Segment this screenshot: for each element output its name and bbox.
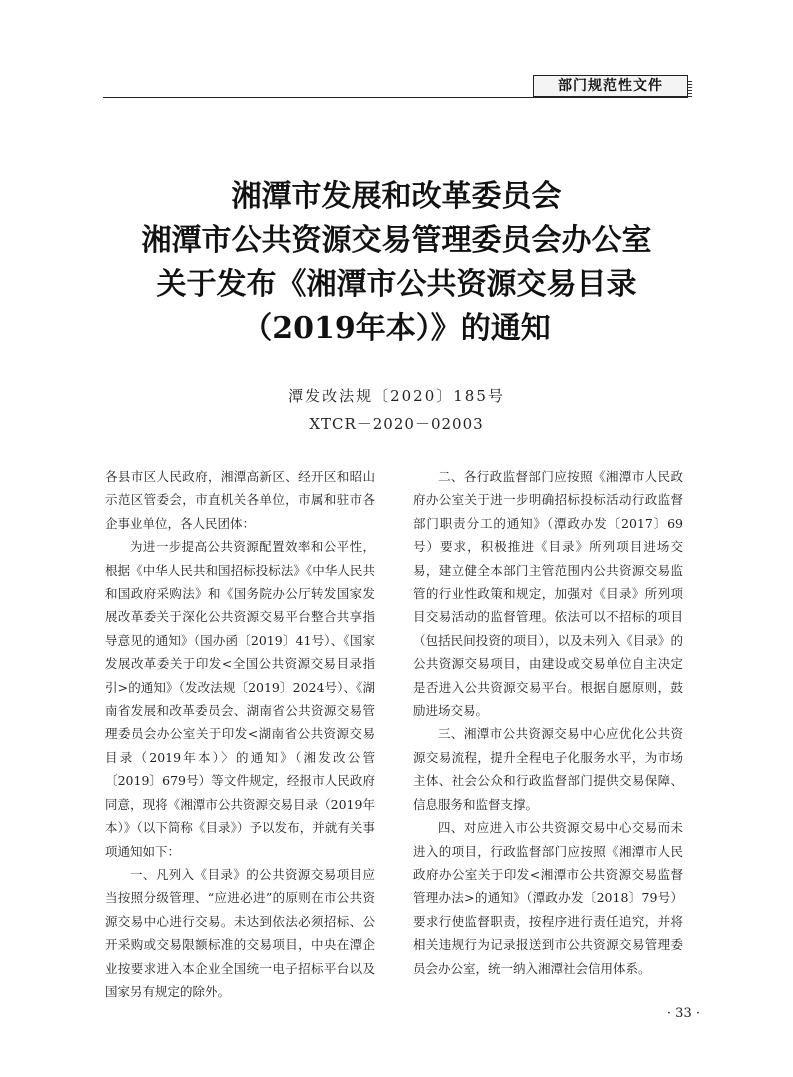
salutation-paragraph: 各县市区人民政府，湘潭高新区、经开区和昭山示范区管委会，市直机关各单位，市属和驻市各企事业单位，各人民团体： <box>105 469 375 531</box>
header-divider <box>103 97 688 98</box>
title-line-1: 湘潭市发展和改革委员会 <box>231 179 562 214</box>
document-number: 潭发改法规〔2020〕185号 <box>288 387 505 405</box>
document-code: XTCR－2020－02003 <box>309 415 484 433</box>
body-paragraph: 四、对应进入市公共资源交易中心交易而未进入的项目，行政监督部门应按照《湘潭市人民政府办公室关于印发<湘潭市公共资源交易监督管理办法>的通知》（潭政办发〔2018〕79号）要求行使监督职责，按程序进行责任追究，并将相关违规行为记录报送到市公共资源交易管理委员会办公室，统一纳入湘潭社会信用体系。 <box>413 820 683 976</box>
title-line-2: 湘潭市公共资源交易管理委员会办公室 <box>141 223 652 258</box>
title-line-4: （2019年本）》的通知 <box>242 311 551 346</box>
title-line-3: 关于发布《湘潭市公共资源交易目录 <box>156 267 637 302</box>
section-tag: 部门规范性文件 <box>533 75 688 97</box>
body-paragraph: 三、湘潭市公共资源交易中心应优化公共资源交易流程，提升全程电子化服务水平，为市场主体、社会公众和行政监督部门提供交易保障、信息服务和监督支撑。 <box>413 726 683 812</box>
body-paragraph: 为进一步提高公共资源配置效率和公平性，根据《中华人民共和国招标投标法》《中华人民共和国政府采购法》和《国务院办公厅转发国家发展改革委关于深化公共资源交易平台整合共享指导意见的通知》（国办函〔2019〕41号）、《国家发展改革委关于印发<全国公共资源交易目录指引>的通知》（发改法规〔2019〕2024号）、《湖南省发展和改革委员会、湖南省公共资源交易管理委员会办公室关于印发<湖南省公共资源交易目录（2019年本）〉的通知》（湘发改公管〔2019〕679号）等文件规定，经报市人民政府同意，现将《湘潭市公共资源交易目录（2019年本）》（以下简称《目录》）予以发布，并就有关事项通知如下： <box>105 539 375 859</box>
document-title <box>60 175 733 351</box>
body-right-column <box>413 465 683 980</box>
page-number: · 33 · <box>666 1006 700 1021</box>
body-left-column <box>105 465 375 1003</box>
body-paragraph: 一、凡列入《目录》的公共资源交易项目应当按照分级管理、“应进必进”的原则在市公共资源交易中心进行交易。未达到依法必须招标、公开采购或交易限额标准的交易项目，中央在潭企业按要求进入本企业全国统一电子招标平台以及国家另有规定的除外。 <box>105 866 375 999</box>
body-paragraph: 二、各行政监督部门应按照《湘潭市人民政府办公室关于进一步明确招标投标活动行政监督部门职责分工的通知》（潭政办发〔2017〕69号）要求，积极推进《目录》所列项目进场交易，建立健全本部门主管范围内公共资源交易监管的行业性政策和规定，加强对《目录》所列项目交易活动的监督管理。依法可以不招标的项目（包括民间投资的项目），以及未列入《目录》的公共资源交易项目，由建设或交易单位自主决定是否进入公共资源交易平台。根据自愿原则，鼓励进场交易。 <box>413 469 683 719</box>
